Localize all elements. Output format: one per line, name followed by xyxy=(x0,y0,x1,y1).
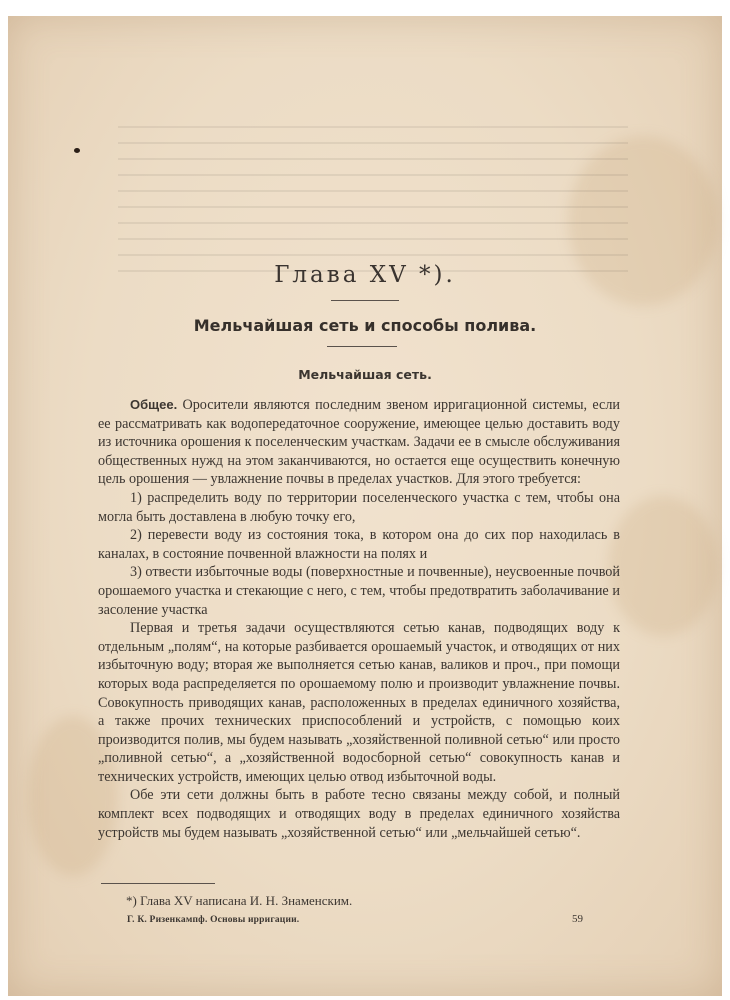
paragraph xyxy=(98,619,620,786)
subsection-title: Мельчайшая сеть. xyxy=(298,367,432,382)
footnote-rule xyxy=(101,883,215,884)
footnote: *) Глава XV написана И. Н. Знаменским. xyxy=(126,893,353,908)
paragraph-lead: Общее. xyxy=(130,397,178,412)
chapter-heading: Глава XV *). xyxy=(274,262,456,288)
paragraph xyxy=(98,526,620,563)
divider-rule xyxy=(331,300,399,301)
section-title: Мельчайшая сеть и способы полива. xyxy=(193,316,537,335)
paragraph-text: 3) отвести избыточные воды (поверхностные и почвенные), неусвоенные почвой орошаемого участка и стекающие с него, с тем, чтобы предотвратить заболачивание и засоление участка xyxy=(98,564,620,618)
divider-rule xyxy=(327,346,397,347)
show-through-text xyxy=(118,112,628,342)
paragraph xyxy=(98,396,620,489)
paragraph-text: Оросители являются последним звеном ирригационной системы, если ее рассматривать как водопередаточное сооружение, имеющее целью доставить воду из источника орошения к поселенческим участкам. Задачи ее в смысле обслуживания общественных нужд на этом заканчиваются, но остается еще осуществить конечную цель орошения — увлажнение почвы в пределах участков. Для этого требуется: xyxy=(98,397,620,488)
running-footer: Г. К. Ризенкампф. Основы ирригации. xyxy=(127,915,300,925)
water-stain xyxy=(608,496,718,636)
paragraph-text: Обе эти сети должны быть в работе тесно связаны между собой, и полный комплект всех подводящих и отводящих воду в пределах единичного хозяйства устройств мы будем называть „хозяйственной сетью“ или „мельчайшей сетью“. xyxy=(98,787,620,841)
paragraph xyxy=(98,489,620,526)
paragraph xyxy=(98,786,620,842)
paragraph-text: Первая и третья задачи осуществляются сетью канав, подводящих воду к отдельным „полям“, на которые разбивается орошаемый участок, и отводящих от них избыточную воду; вторая же выполняется сетью канав, валиков и проч., при помощи которых вода распределяется по орошаемому полю и производит увлажнение почвы. Совокупность приводящих канав, расположенных в пределах единичного хозяйства, а также прочих технических приспособлений и устройств, с помощью коих производится полив, мы будем называть „хозяйственной поливной сетью“ или просто „поливной сетью“, а „хозяйственной водосборной сетью“ совокупность канав и технических устройств, имеющих целью отвод избыточной воды. xyxy=(98,620,620,785)
page-number: 59 xyxy=(572,913,583,925)
body-text xyxy=(98,396,620,842)
paragraph-text: 2) перевести воду из состояния тока, в котором она до сих пор находилась в каналах, в состояние почвенной влажности на полях и xyxy=(98,527,620,562)
paragraph xyxy=(98,563,620,619)
ink-speck xyxy=(74,148,80,153)
paragraph-text: 1) распределить воду по территории поселенческого участка с тем, чтобы она могла быть доставлена в любую точку его, xyxy=(98,489,620,525)
